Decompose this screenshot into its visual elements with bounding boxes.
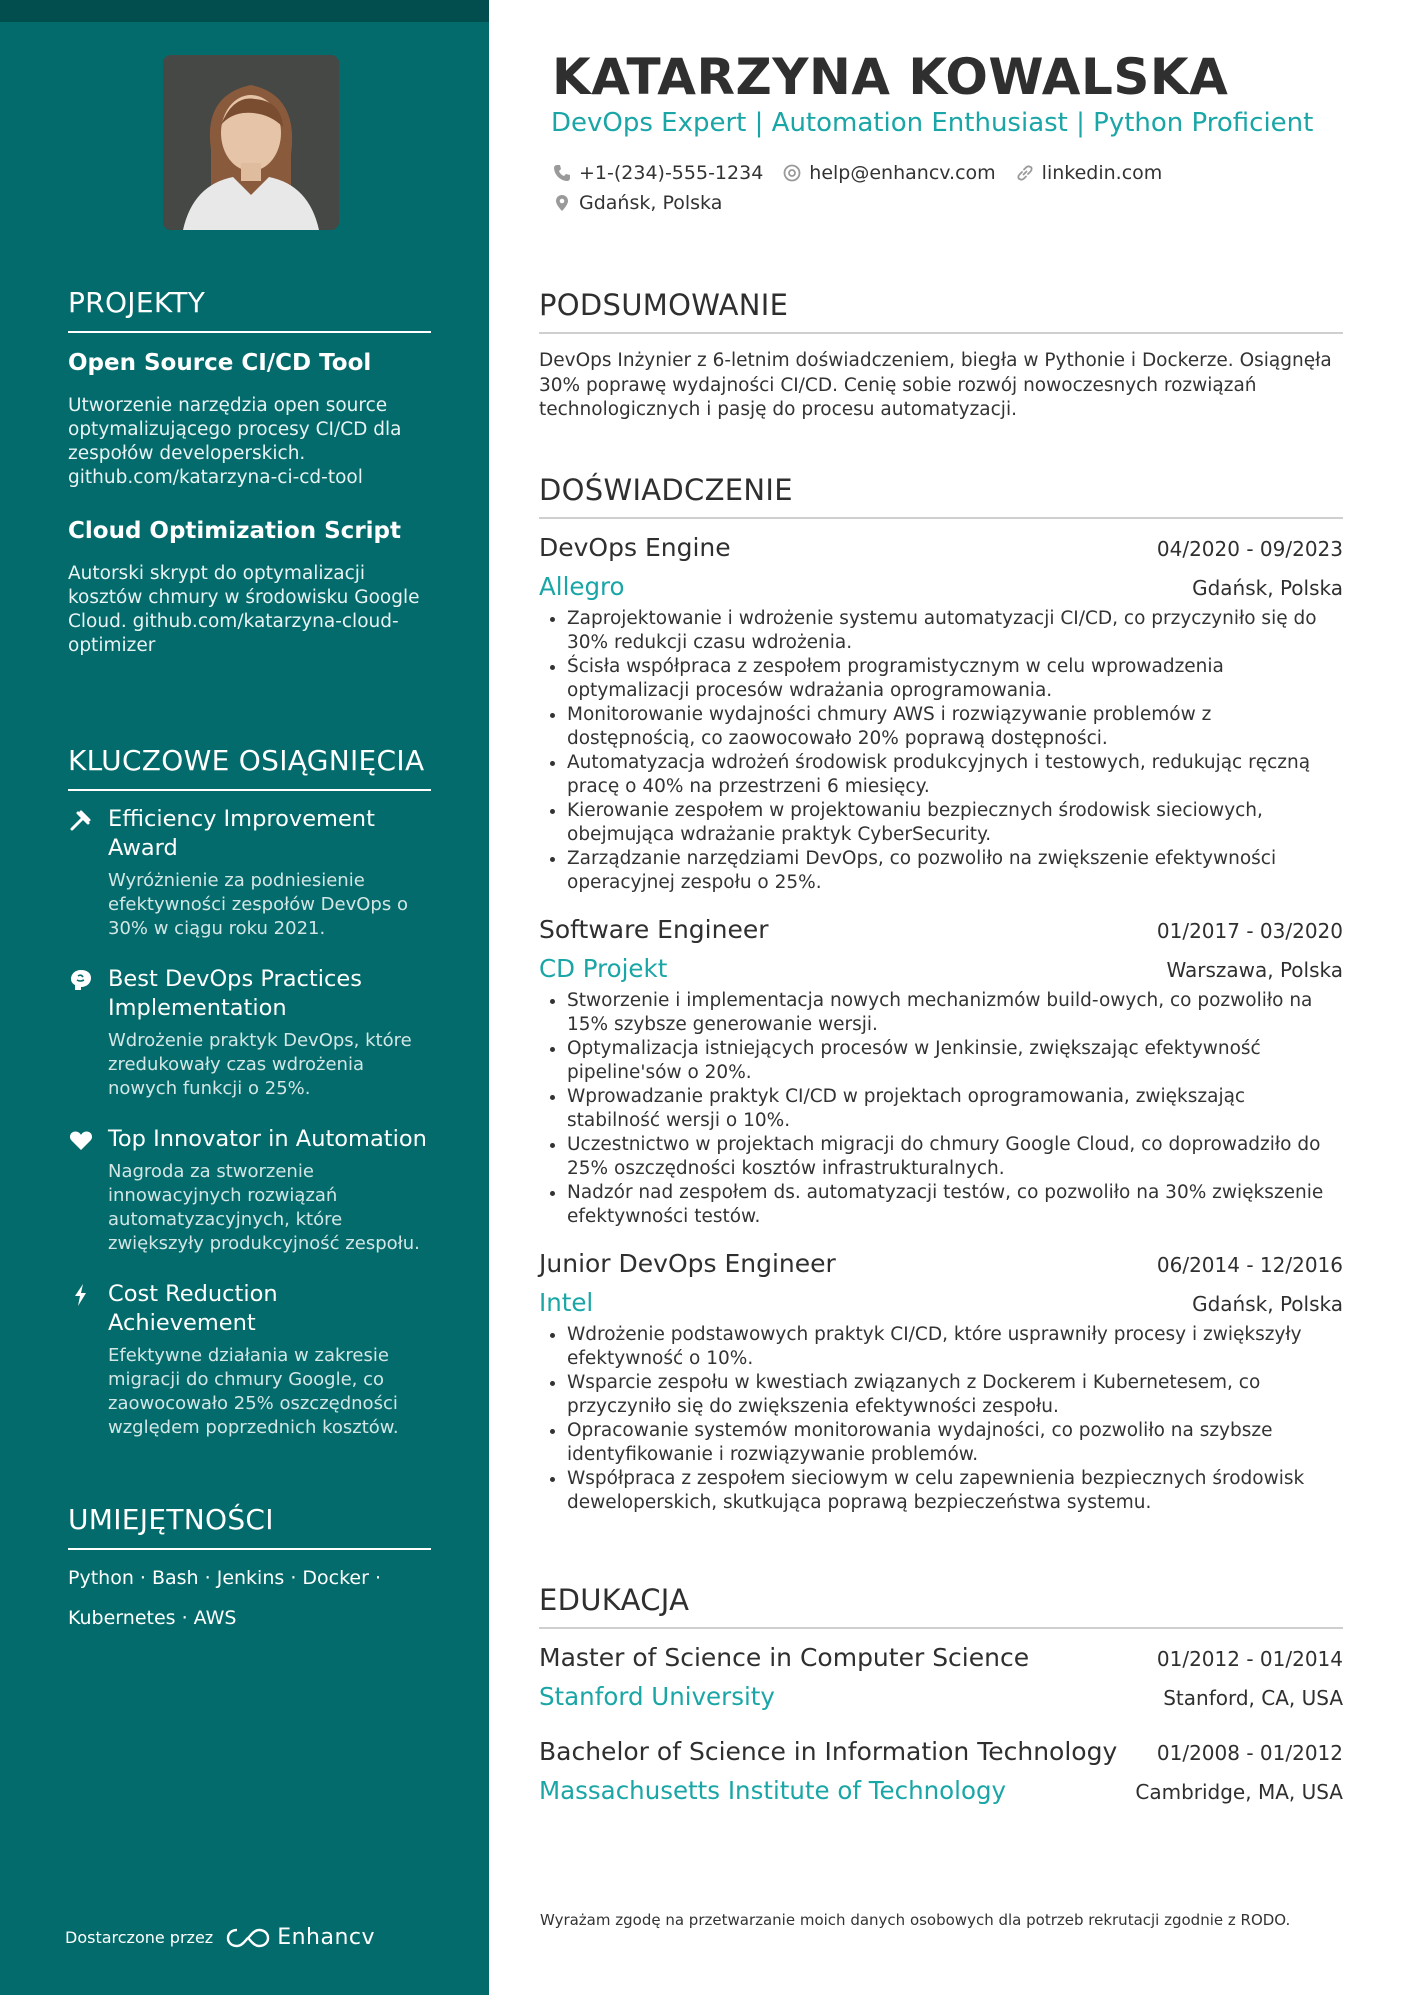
project-description: Autorski skrypt do optymalizacji kosztów chmury w środowisku Google Cloud. github.com/katarzyna-cloud-optimizer — [68, 563, 420, 656]
school-location: Cambridge, MA, USA — [1135, 1780, 1343, 1804]
location-text: Gdańsk, Polska — [579, 192, 723, 214]
contact-row-location — [553, 192, 742, 214]
profile-photo — [163, 55, 339, 230]
bullet-item: • Optymalizacja istniejących procesów w Jenkinsie, zwiększając efektywność pipeline'sów o 20%. — [567, 1037, 1343, 1085]
job-location: Gdańsk, Polska — [1192, 576, 1343, 600]
job-title: Software Engineer — [539, 915, 769, 944]
project-description: Utworzenie narzędzia open source optymalizującego procesy CI/CD dla zespołów developerskich. github.com/katarzyna-ci-cd-tool — [68, 395, 402, 488]
heart-icon — [68, 1127, 94, 1153]
job-dates: 01/2017 - 03/2020 — [1156, 919, 1343, 943]
job-location: Warszawa, Polska — [1166, 958, 1343, 982]
degree: Bachelor of Science in Information Technology — [539, 1737, 1118, 1766]
experience-section — [539, 473, 1343, 1515]
lightning-icon — [68, 1282, 94, 1308]
bullet-item: • Wprowadzanie praktyk CI/CD w projektach oprogramowania, zwiększając stabilność wersji o 10%. — [567, 1085, 1343, 1133]
achievement-item — [68, 965, 431, 1101]
powered-by-label: Dostarczone przez — [65, 1928, 214, 1947]
achievement-item — [68, 805, 431, 941]
project-title: Open Source CI/CD Tool — [68, 350, 372, 376]
contact-website — [1016, 162, 1163, 184]
achievement-title: Top Innovator in Automation — [108, 1126, 427, 1152]
job-entry — [539, 915, 1343, 1229]
bullet-item: • Nadzór nad zespołem ds. automatyzacji testów, co pozwoliło na 30% zwiększenie efektywności testów. — [567, 1181, 1343, 1229]
sidebar-top-bar — [0, 0, 489, 22]
contact-location — [553, 192, 722, 214]
phone-icon — [553, 164, 571, 182]
contact-row — [553, 162, 1182, 184]
bullet-item: • Kierowanie zespołem w projektowaniu bezpiecznych środowisk sieciowych, obejmująca wdrażanie praktyk CyberSecurity. — [567, 799, 1343, 847]
infinity-icon — [225, 1926, 271, 1950]
bullet-item: • Współpraca z zespołem sieciowym w celu zapewnienia bezpiecznych środowisk deweloperskich, skutkująca poprawą bezpieczeństwa systemu. — [567, 1467, 1343, 1515]
job-title: DevOps Engine — [539, 533, 731, 562]
company-name: Allegro — [539, 572, 625, 601]
education-section — [539, 1583, 1343, 1805]
bullet-item: • Stworzenie i implementacja nowych mechanizmów build-owych, co pozwoliło na 15% szybsze generowanie wersji. — [567, 989, 1343, 1037]
bullet-item: • Zarządzanie narzędziami DevOps, co pozwoliło na zwiększenie efektywności operacyjnej zespołu o 25%. — [567, 847, 1343, 895]
bullet-item: • Wdrożenie podstawowych praktyk CI/CD, które usprawniły procesy i zwiększyły efektywność o 10%. — [567, 1323, 1343, 1371]
bullet-item: • Wsparcie zespołu w kwestiach związanych z Dockerem i Kubernetesem, co przyczyniło się do zwiększenia efektywności zespołu. — [567, 1371, 1343, 1419]
bullet-item: • Opracowanie systemów monitorowania wydajności, co pozwoliło na szybsze identyfikowanie i rozwiązywanie problemów. — [567, 1419, 1343, 1467]
brain-icon — [68, 967, 94, 993]
enhancv-logo — [225, 1925, 375, 1950]
website-text[interactable]: linkedin.com — [1041, 162, 1163, 184]
powered-by — [65, 1925, 375, 1950]
project-item — [68, 518, 431, 658]
email-text[interactable]: help@enhancv.com — [809, 162, 996, 184]
bullet-item: • Ścisła współpraca z zespołem programistycznym w celu wprowadzenia optymalizacji procesów wdrażania oprogramowania. — [567, 655, 1343, 703]
achievement-description: Efektywne działania w zakresie migracji do chmury Google, co zaowocowało 25% oszczędności względem poprzednich kosztów. — [108, 1345, 399, 1438]
bullet-item: • Uczestnictwo w projektach migracji do chmury Google Cloud, co doprowadziło do 25% oszczędności kosztów infrastrukturalnych. — [567, 1133, 1343, 1181]
company-name: CD Projekt — [539, 954, 668, 983]
phone-text: +1-(234)-555-1234 — [579, 162, 764, 184]
skills-list — [68, 1558, 431, 1638]
job-title: Junior DevOps Engineer — [539, 1249, 836, 1278]
degree: Master of Science in Computer Science — [539, 1643, 1030, 1672]
headline: DevOps Expert | Automation Enthusiast | Python Proficient — [551, 108, 1314, 138]
achievement-item — [68, 1125, 431, 1256]
school-name: Massachusetts Institute of Technology — [539, 1776, 1006, 1805]
school-location: Stanford, CA, USA — [1163, 1686, 1343, 1710]
bullet-item: • Monitorowanie wydajności chmury AWS i rozwiązywanie problemów z dostępnością, co zaowocowało 20% poprawą dostępności. — [567, 703, 1343, 751]
achievement-item — [68, 1280, 431, 1440]
job-dates: 06/2014 - 12/2016 — [1156, 1253, 1343, 1277]
bullet-item: • Zaprojektowanie i wdrożenie systemu automatyzacji CI/CD, co przyczyniło się do 30% redukcji czasu wdrożenia. — [567, 607, 1343, 655]
job-bullets — [539, 1323, 1343, 1515]
education-title: EDUKACJA — [539, 1583, 1343, 1629]
candidate-name: KATARZYNA KOWALSKA — [552, 48, 1229, 106]
achievements-section — [68, 744, 431, 1440]
school-name: Stanford University — [539, 1682, 775, 1711]
skills-title: UMIEJĘTNOŚCI — [68, 1503, 431, 1550]
achievement-title: Cost Reduction Achievement — [108, 1281, 278, 1336]
education-dates: 01/2008 - 01/2012 — [1156, 1741, 1343, 1765]
pin-icon — [68, 807, 94, 833]
summary-title: PODSUMOWANIE — [539, 288, 1343, 334]
bullet-item: • Automatyzacja wdrożeń środowisk produkcyjnych i testowych, redukując ręczną pracę o 40% na przestrzeni 6 miesięcy. — [567, 751, 1343, 799]
education-dates: 01/2012 - 01/2014 — [1156, 1647, 1343, 1671]
job-entry — [539, 533, 1343, 895]
company-name: Intel — [539, 1288, 594, 1317]
experience-title: DOŚWIADCZENIE — [539, 473, 1343, 519]
project-title: Cloud Optimization Script — [68, 518, 402, 544]
achievements-title: KLUCZOWE OSIĄGNIĘCIA — [68, 744, 431, 791]
brand-name: Enhancv — [277, 1925, 376, 1950]
job-bullets — [539, 989, 1343, 1229]
achievement-title: Best DevOps Practices Implementation — [108, 966, 362, 1021]
education-entry — [539, 1643, 1343, 1711]
avatar-illustration — [163, 55, 339, 230]
contact-email — [783, 162, 995, 184]
projects-title: PROJEKTY — [68, 286, 431, 333]
gdpr-consent: Wyrażam zgodę na przetwarzanie moich danych osobowych dla potrzeb rekrutacji zgodnie z RODO. — [540, 1911, 1291, 1929]
summary-section — [539, 288, 1343, 423]
at-icon — [783, 164, 801, 182]
achievement-title: Efficiency Improvement Award — [108, 806, 375, 861]
job-bullets — [539, 607, 1343, 895]
education-entry — [539, 1737, 1343, 1805]
sidebar — [0, 0, 489, 1995]
job-location: Gdańsk, Polska — [1192, 1292, 1343, 1316]
job-entry — [539, 1249, 1343, 1515]
contact-phone — [553, 162, 763, 184]
achievement-description: Nagroda za stworzenie innowacyjnych rozwiązań automatyzacyjnych, które zwiększyły produkcyjność zespołu. — [108, 1161, 420, 1254]
project-item — [68, 350, 431, 490]
job-dates: 04/2020 - 09/2023 — [1156, 537, 1343, 561]
skills-line: Python · Bash · Jenkins · Docker · — [68, 1567, 381, 1589]
skills-line: Kubernetes · AWS — [68, 1607, 237, 1629]
skills-section — [68, 1503, 431, 1638]
achievement-description: Wdrożenie praktyk DevOps, które zredukowały czas wdrożenia nowych funkcji o 25%. — [108, 1030, 412, 1099]
projects-section — [68, 286, 431, 658]
summary-text: DevOps Inżynier z 6-letnim doświadczeniem, biegła w Pythonie i Dockerze. Osiągnęła 30% poprawę wydajności CI/CD. Cenię sobie rozwój nowoczesnych rozwiązań technologicznych i pasję do procesu automatyzacji. — [539, 350, 1332, 420]
location-pin-icon — [553, 194, 571, 212]
link-icon — [1016, 164, 1034, 182]
achievement-description: Wyróżnienie za podniesienie efektywności zespołów DevOps o 30% w ciągu roku 2021. — [108, 870, 408, 939]
